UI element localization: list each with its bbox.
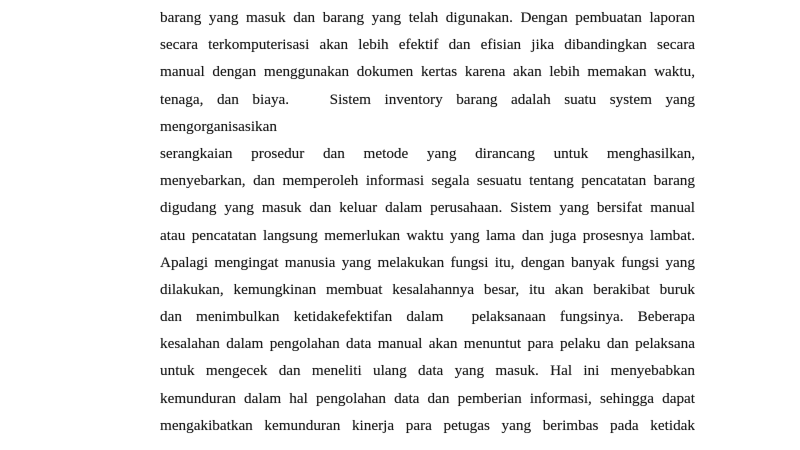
text-line: kemunduran dalam hal pengolahan data dan pemberian informasi, sehingga dapat bbox=[160, 389, 695, 407]
text-line: untuk mengecek dan meneliti ulang data yang masuk. Hal ini menyebabkan bbox=[160, 362, 695, 380]
text-line: tenaga, dan biaya. Sistem inventory barang adalah suatu system yang bbox=[160, 90, 695, 108]
text-line: manual dengan menggunakan dokumen kertas karena akan lebih memakan waktu, bbox=[160, 63, 695, 81]
text-line: secara terkomputerisasi akan lebih efektif dan efisian jika dibandingkan secara bbox=[160, 36, 695, 54]
text-line: serangkaian prosedur dan metode yang dirancang untuk menghasilkan, bbox=[160, 144, 695, 162]
text-line: Apalagi mengingat manusia yang melakukan fungsi itu, dengan banyak fungsi yang bbox=[160, 253, 695, 271]
text-line: dan menimbulkan ketidakefektifan dalam pelaksanaan fungsinya. Beberapa bbox=[160, 308, 695, 326]
document-page bbox=[160, 4, 695, 439]
text-line: atau pencatatan langsung memerlukan waktu yang lama dan juga prosesnya lambat. bbox=[160, 226, 695, 244]
text-line: barang yang masuk dan barang yang telah digunakan. Dengan pembuatan laporan bbox=[160, 9, 695, 26]
text-line: menyebarkan, dan memperoleh informasi segala sesuatu tentang pencatatan barang bbox=[160, 172, 695, 190]
text-line: digudang yang masuk dan keluar dalam perusahaan. Sistem yang bersifat manual bbox=[160, 199, 695, 217]
text-line: kesalahan dalam pengolahan data manual akan menuntut para pelaku dan pelaksana bbox=[160, 335, 695, 353]
text-line: mengakibatkan kemunduran kinerja para petugas yang berimbas pada ketidak bbox=[160, 416, 695, 434]
text-line: mengorganisasikan bbox=[160, 117, 277, 135]
text-line: dilakukan, kemungkinan membuat kesalahannya besar, itu akan berakibat buruk bbox=[160, 280, 695, 298]
